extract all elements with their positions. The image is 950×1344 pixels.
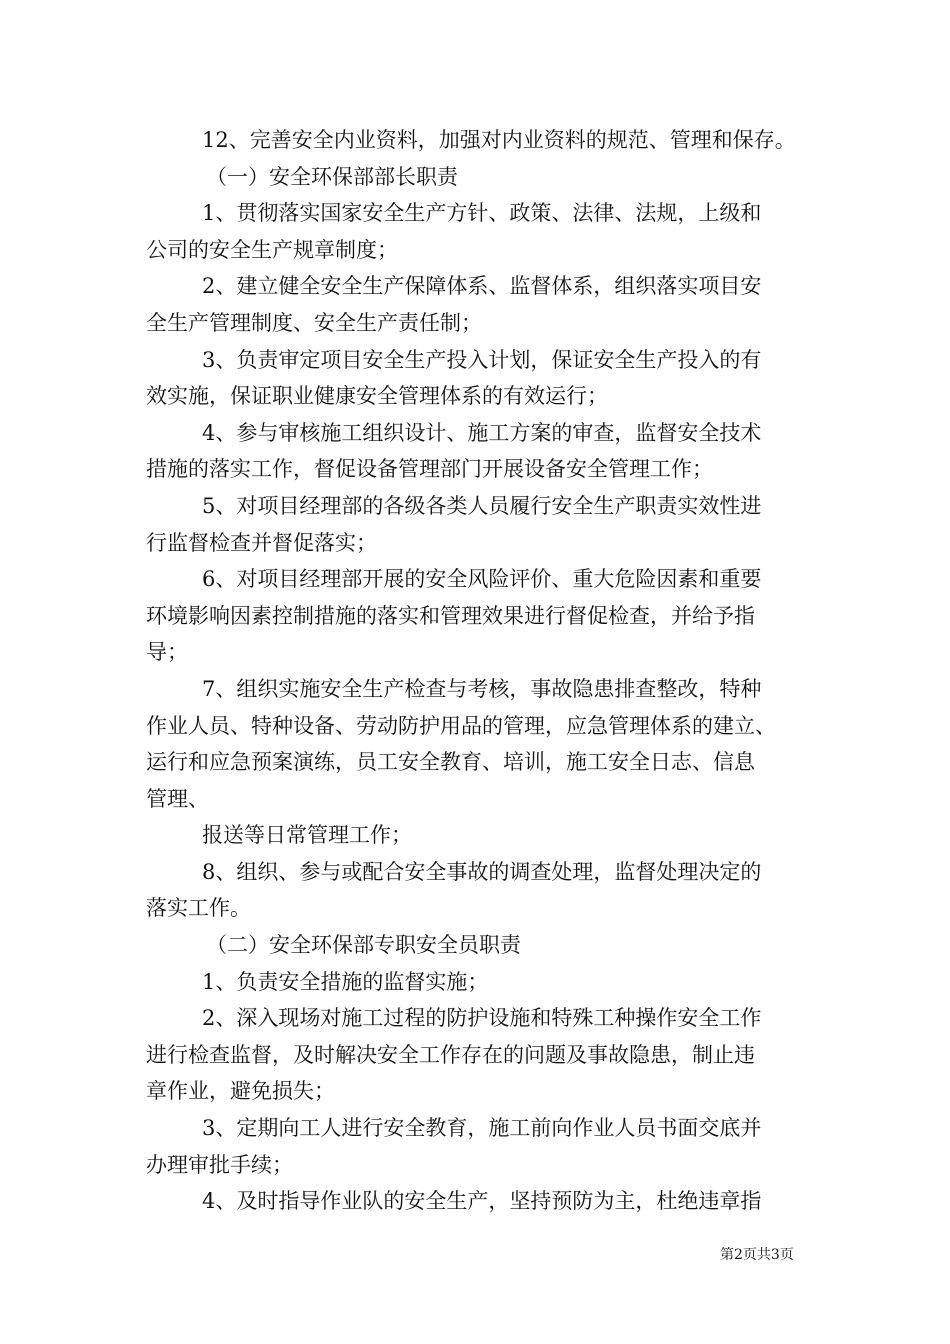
text-line: 章作业，避免损失； [146, 1079, 335, 1104]
text-line: 导； [146, 640, 188, 665]
text-line: 7、组织实施安全生产检查与考核，事故隐患排查整改，特种 [202, 676, 762, 701]
text-line: 效实施，保证职业健康安全管理体系的有效运行； [146, 384, 608, 409]
text-line: 2、深入现场对施工过程的防护设施和特殊工种操作安全工作 [202, 1006, 762, 1031]
text-line: 全生产管理制度、安全生产责任制； [146, 310, 482, 335]
text-line: 3、定期向工人进行安全教育，施工前向作业人员书面交底并 [202, 1116, 762, 1141]
text-line: 1、贯彻落实国家安全生产方针、政策、法律、法规，上级和 [202, 201, 762, 226]
text-line: （一）安全环保部部长职责 [206, 164, 458, 189]
text-line: 办理审批手续； [146, 1152, 293, 1177]
text-line: 运行和应急预案演练，员工安全教育、培训，施工安全日志、信息 [146, 750, 755, 775]
text-line: （二）安全环保部专职安全员职责 [206, 933, 521, 958]
text-line: 管理、 [146, 786, 209, 811]
text-line: 行监督检查并督促落实； [146, 530, 377, 555]
text-line: 8、组织、参与或配合安全事故的调查处理，监督处理决定的 [202, 859, 762, 884]
page-number: 第2页共3页 [720, 1247, 794, 1263]
text-line: 进行检查监督，及时解决安全工作存在的问题及事故隐患，制止违 [146, 1042, 755, 1067]
text-line: 12、完善安全内业资料，加强对内业资料的规范、管理和保存。 [202, 128, 796, 152]
text-line: 3、负责审定项目安全生产投入计划，保证安全生产投入的有 [202, 347, 762, 372]
text-line: 报送等日常管理工作； [202, 823, 412, 848]
text-line: 公司的安全生产规章制度； [146, 237, 398, 262]
text-line: 措施的落实工作，督促设备管理部门开展设备安全管理工作； [146, 457, 713, 482]
text-line: 5、对项目经理部的各级各类人员履行安全生产职责实效性进 [202, 493, 762, 518]
text-line: 落实工作。 [146, 896, 251, 921]
text-line: 6、对项目经理部开展的安全风险评价、重大危险因素和重要 [202, 567, 762, 592]
text-line: 环境影响因素控制措施的落实和管理效果进行督促检查，并给予指 [146, 603, 755, 628]
document-body [146, 122, 818, 1220]
text-line: 作业人员、特种设备、劳动防护用品的管理，应急管理体系的建立、 [146, 713, 776, 738]
text-line: 1、负责安全措施的监督实施； [202, 969, 489, 994]
text-line: 4、及时指导作业队的安全生产，坚持预防为主，杜绝违章指 [202, 1189, 762, 1214]
text-line: 2、建立健全安全生产保障体系、监督体系，组织落实项目安 [202, 274, 762, 299]
text-line: 4、参与审核施工组织设计、施工方案的审查，监督安全技术 [202, 420, 762, 445]
